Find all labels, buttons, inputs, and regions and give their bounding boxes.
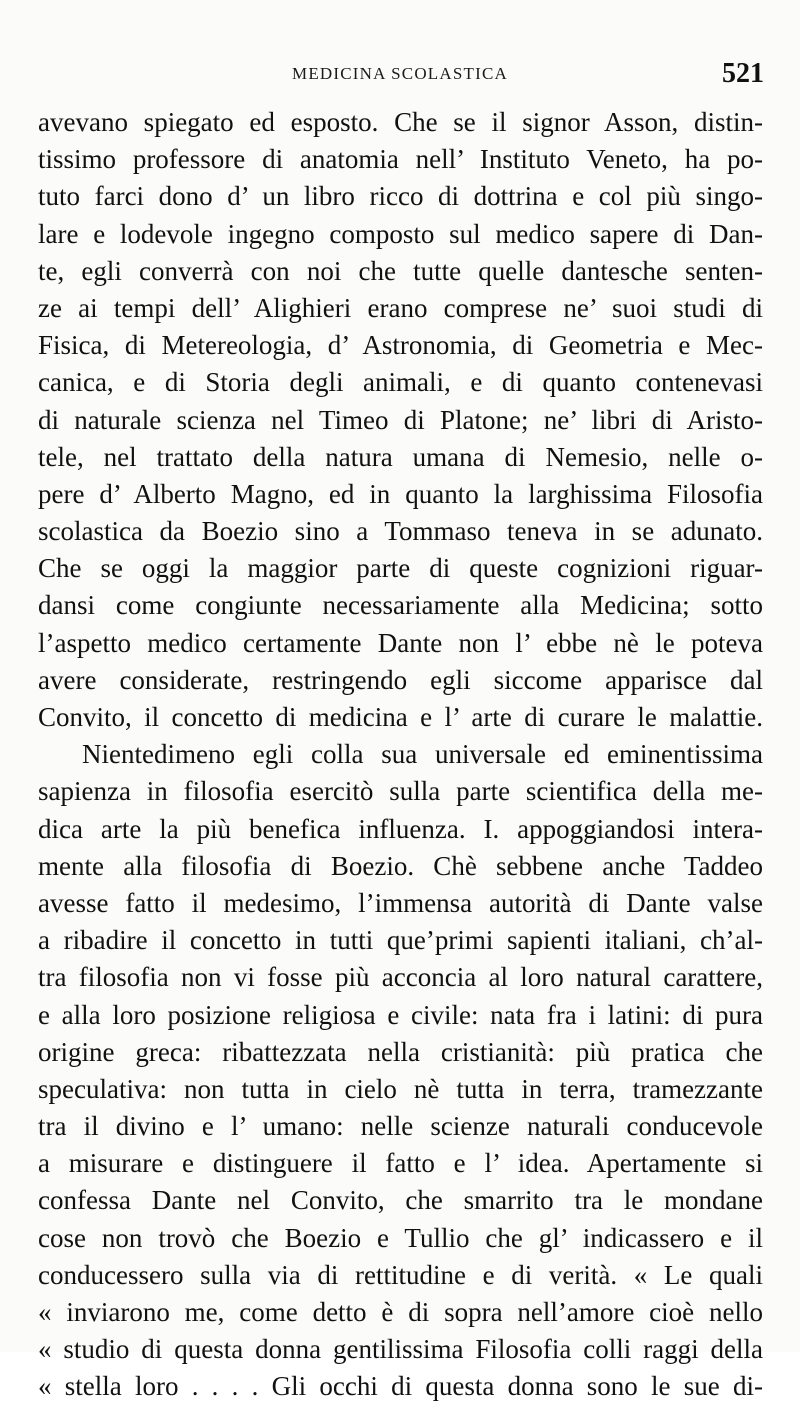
text-line: scolastica da Boezio sino a Tommaso teneva in se adunato. bbox=[38, 516, 763, 547]
text-line: origine greca: ribattezzata nella cristianità: più pratica che bbox=[38, 1036, 763, 1067]
text-line: a ribadire il concetto in tutti que’primi sapienti italiani, ch’al- bbox=[38, 925, 763, 956]
text-line: speculativa: non tutta in cielo nè tutta in terra, tramezzante bbox=[38, 1073, 763, 1104]
text-line: tra filosofia non vi fosse più acconcia al loro natural carattere, bbox=[38, 962, 763, 993]
body-text bbox=[38, 104, 763, 1406]
text-line: confessa Dante nel Convito, che smarrito tra le mondane bbox=[38, 1185, 763, 1216]
running-head: MEDICINA SCOLASTICA bbox=[292, 64, 508, 83]
quoted-line: « studio di questa donna gentilissima Filosofia colli raggi della bbox=[38, 1334, 763, 1365]
text-line: l’aspetto medico certamente Dante non l’ ebbe nè le poteva bbox=[38, 627, 763, 658]
text-line: Convito, il concetto di medicina e l’ arte di curare le malattie. bbox=[38, 702, 763, 732]
text-line: te, egli converrà con noi che tutte quelle dantesche senten- bbox=[38, 255, 763, 286]
text-line: ze ai tempi dell’ Alighieri erano comprese ne’ suoi studi di bbox=[38, 292, 763, 323]
text-line: canica, e di Storia degli animali, e di quanto contenevasi bbox=[38, 367, 763, 398]
text-line: di naturale scienza nel Timeo di Platone; ne’ libri di Aristo- bbox=[38, 404, 763, 435]
text-line: tissimo professore di anatomia nell’ Instituto Veneto, ha po- bbox=[38, 144, 763, 175]
text-line: sapienza in filosofia esercitò sulla parte scientifica della me- bbox=[38, 776, 763, 807]
text-line: cose non trovò che Boezio e Tullio che gl’ indicassero e il bbox=[38, 1222, 763, 1253]
text-line: dica arte la più benefica influenza. I. appoggiandosi intera- bbox=[38, 813, 763, 844]
text-line: a misurare e distinguere il fatto e l’ idea. Apertamente si bbox=[38, 1148, 763, 1179]
text-line: tuto farci dono d’ un libro ricco di dottrina e col più singo- bbox=[38, 181, 763, 212]
text-line: conducessero sulla via di rettitudine e di verità. « Le quali bbox=[38, 1259, 763, 1290]
quoted-line: « stella loro . . . . Gli occhi di questa donna sono le sue di- bbox=[38, 1371, 763, 1402]
text-line: pere d’ Alberto Magno, ed in quanto la larghissima Filosofia bbox=[38, 478, 763, 509]
paragraph-first-line: Nientedimeno egli colla sua universale ed eminentissima bbox=[82, 739, 763, 770]
text-line: e alla loro posizione religiosa e civile: nata fra i latini: di pura bbox=[38, 999, 763, 1030]
text-line: Che se oggi la maggior parte di queste cognizioni riguar- bbox=[38, 553, 763, 584]
text-line: mente alla filosofia di Boezio. Chè sebbene anche Taddeo bbox=[38, 850, 763, 881]
text-line: lare e lodevole ingegno composto sul medico sapere di Dan- bbox=[38, 218, 763, 249]
text-line: tele, nel trattato della natura umana di Nemesio, nelle o- bbox=[38, 441, 763, 472]
quoted-line: « inviarono me, come detto è di sopra nell’amore cioè nello bbox=[38, 1297, 763, 1327]
page-header bbox=[36, 58, 764, 96]
text-line: avere considerate, restringendo egli siccome apparisce dal bbox=[38, 664, 763, 695]
text-line: avesse fatto il medesimo, l’immensa autorità di Dante valse bbox=[38, 887, 763, 918]
page-number: 521 bbox=[722, 58, 764, 89]
text-line: Fisica, di Metereologia, d’ Astronomia, di Geometria e Mec- bbox=[38, 330, 763, 361]
text-line: dansi come congiunte necessariamente alla Medicina; sotto bbox=[38, 590, 763, 621]
text-line: tra il divino e l’ umano: nelle scienze naturali conducevole bbox=[38, 1111, 763, 1142]
text-line: avevano spiegato ed esposto. Che se il signor Asson, distin- bbox=[38, 107, 763, 137]
